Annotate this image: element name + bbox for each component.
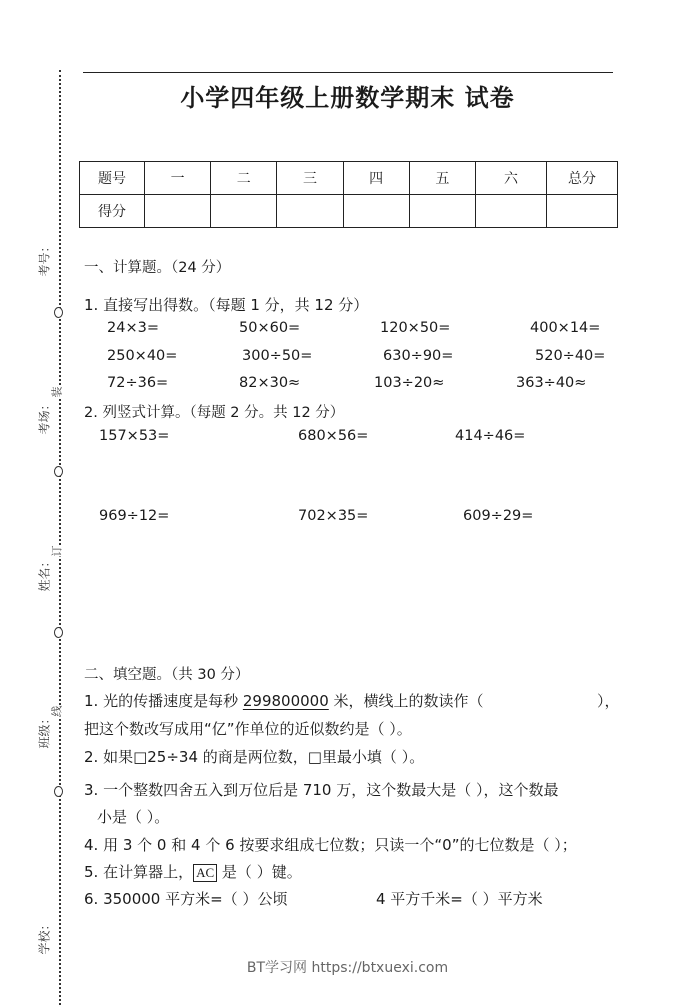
- fill-q6-a: 6. 350000 平方米=（ ）公顷: [84, 890, 288, 908]
- fill-q5-text: 是（ ）键。: [217, 863, 302, 881]
- footer-watermark: BT学习网 https://btxuexi.com: [246, 960, 449, 976]
- fill-q5: [84, 861, 302, 882]
- header-cell: 二: [211, 162, 277, 195]
- dotted-binding-line: [59, 70, 61, 1005]
- student-name-label: 姓名：: [37, 555, 52, 592]
- oral-problem: 630÷90=: [383, 348, 454, 364]
- score-input-cell[interactable]: [145, 195, 211, 228]
- fill-q6-b: 4 平方千米=（ ）平方米: [376, 890, 543, 908]
- score-input-cell[interactable]: [547, 195, 618, 228]
- header-cell: 一: [145, 162, 211, 195]
- oral-problem: 363÷40≈: [516, 375, 587, 391]
- binding-char: 装: [50, 386, 64, 398]
- binding-char: 订: [50, 545, 64, 557]
- fill-q2: 2. 如果□25÷34 的商是两位数，□里最小填（ ）。: [84, 748, 425, 766]
- ac-key-icon: AC: [193, 864, 217, 882]
- vertical-problem: 680×56=: [298, 428, 369, 444]
- score-input-cell[interactable]: [277, 195, 343, 228]
- score-table-score-row: [80, 195, 618, 228]
- score-input-cell[interactable]: [476, 195, 547, 228]
- vertical-problem: 702×35=: [298, 508, 369, 524]
- underlined-number: 299800000: [242, 692, 329, 710]
- oral-problem: 50×60=: [239, 320, 301, 336]
- oral-problem: 72÷36=: [107, 375, 169, 391]
- oral-problem: 400×14=: [530, 320, 601, 336]
- header-cell: 五: [409, 162, 475, 195]
- oral-problem: 24×3=: [107, 320, 159, 336]
- vertical-problem: 157×53=: [99, 428, 170, 444]
- header-cell: 四: [343, 162, 409, 195]
- binding-ring-icon: [54, 466, 63, 477]
- section2-heading: 二、填空题。（共 30 分）: [84, 667, 250, 683]
- oral-problem: 250×40=: [107, 348, 178, 364]
- class-label: 班级：: [37, 712, 52, 749]
- header-cell: 总分: [547, 162, 618, 195]
- vertical-problem: 414÷46=: [455, 428, 526, 444]
- fill-q4: 4. 用 3 个 0 和 4 个 6 按要求组成七位数；只读一个“0”的七位数是（ ）；: [84, 836, 577, 854]
- score-input-cell[interactable]: [409, 195, 475, 228]
- q1-title: 1. 直接写出得数。（每题 1 分，共 12 分）: [84, 296, 369, 314]
- row-label: 得分: [80, 195, 145, 228]
- header-cell: 六: [476, 162, 547, 195]
- score-input-cell[interactable]: [211, 195, 277, 228]
- binding-ring-icon: [54, 307, 63, 318]
- fill-q3-line1: 3. 一个整数四舍五入到万位后是 710 万，这个数最大是（ ），这个数最: [84, 781, 559, 799]
- page-title: 小学四年级上册数学期末 试卷: [180, 84, 515, 112]
- oral-problem: 103÷20≈: [374, 375, 445, 391]
- score-table-header-row: [80, 162, 618, 195]
- header-cell: 三: [277, 162, 343, 195]
- fill-q1-line1: [84, 690, 484, 711]
- header-cell: 题号: [80, 162, 145, 195]
- section1-heading: 一、计算题。（24 分）: [84, 260, 231, 276]
- header-rule: [83, 72, 613, 73]
- exam-number-label: 考号：: [37, 240, 52, 277]
- fill-q1-text: 1. 光的传播速度是每秒: [84, 692, 243, 710]
- binding-char: 线: [50, 705, 64, 717]
- fill-q5-text: 5. 在计算器上，: [84, 863, 194, 881]
- school-label: 学校：: [37, 918, 52, 955]
- vertical-problem: 609÷29=: [463, 508, 534, 524]
- binding-ring-icon: [54, 786, 63, 797]
- fill-q1-close: ），: [597, 692, 620, 710]
- score-input-cell[interactable]: [343, 195, 409, 228]
- oral-problem: 120×50=: [380, 320, 451, 336]
- oral-problem: 520÷40=: [535, 348, 606, 364]
- binding-ring-icon: [54, 627, 63, 638]
- fill-q3-line2: 小是（ ）。: [97, 808, 170, 826]
- q2-title: 2. 列竖式计算。（每题 2 分。共 12 分）: [84, 405, 345, 421]
- fill-q1-text: 米，横线上的数读作（: [328, 692, 484, 710]
- vertical-problem: 969÷12=: [99, 508, 170, 524]
- fill-q1-line2: 把这个数改写成用“亿”作单位的近似数约是（ ）。: [84, 720, 412, 738]
- oral-problem: 300÷50=: [242, 348, 313, 364]
- oral-problem: 82×30≈: [239, 375, 301, 391]
- score-table: [79, 161, 618, 228]
- exam-room-label: 考场：: [37, 398, 52, 435]
